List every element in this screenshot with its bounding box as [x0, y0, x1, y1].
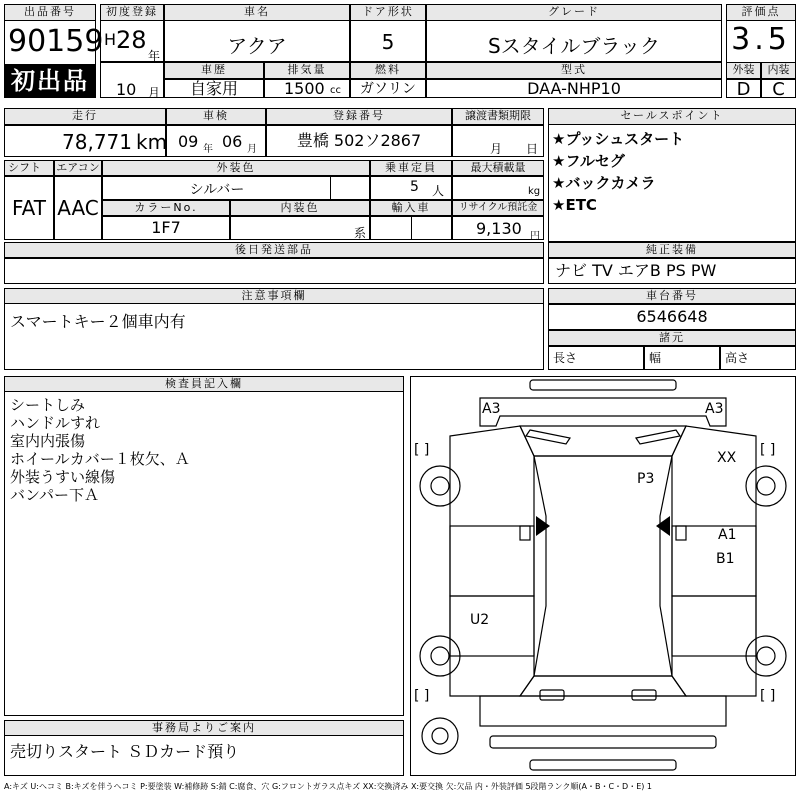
- ac: AAC: [54, 176, 102, 240]
- recycle-label: リサイクル預託金: [452, 200, 544, 216]
- first-reg-label: 初度登録: [100, 4, 164, 21]
- spare-wheel: [422, 718, 458, 754]
- insp-month-unit: 月: [247, 144, 257, 155]
- insp-year-unit: 年: [203, 144, 213, 155]
- interior-label: 内装: [761, 62, 796, 79]
- mark-b1: B1: [716, 551, 735, 567]
- year: 28: [116, 26, 147, 54]
- interior-grade: C: [761, 79, 796, 98]
- capacity: 5: [410, 179, 419, 195]
- sales-list: [552, 128, 792, 216]
- legend: A:キズ U:ヘコミ B:キズを伴うヘコミ P:要塗装 W:補修跡 S:錆 C:腐食、穴 G:フロントガラス点キズ XX:交換済み X:要交換 欠:欠品 内・外装評価 5段階ランク順(A・B・C・D・E) 1: [4, 782, 653, 791]
- lot-label: 出品番号: [4, 4, 96, 21]
- wiper-right: [636, 430, 680, 444]
- score-label: 評価点: [726, 4, 796, 21]
- mirror-right: [676, 526, 686, 540]
- bracket-right-bottom: [ ]: [760, 688, 776, 704]
- windshield: [520, 426, 686, 456]
- height-label: 高さ: [720, 346, 796, 370]
- import-divider: [411, 216, 412, 240]
- wheel-front-right: [746, 466, 786, 506]
- rear-hatch: [480, 696, 726, 726]
- width-label: 幅: [644, 346, 720, 370]
- model-label: 型式: [426, 62, 722, 79]
- era: H: [104, 30, 117, 49]
- int-color-unit: 系: [354, 226, 367, 240]
- mirror-arrow-left: [536, 516, 550, 536]
- office-label: 事務局よりご案内: [4, 720, 404, 736]
- bracket-left-bottom: [ ]: [414, 688, 430, 704]
- sales-point: ★フルセグ: [552, 152, 625, 170]
- sales-point: ★バックカメラ: [552, 174, 656, 192]
- int-color-label: 内装色: [230, 200, 370, 216]
- plate-label: 登録番号: [266, 108, 452, 125]
- fuel: ガソリン: [350, 79, 426, 98]
- wheel-rear-right-inner: [757, 647, 775, 665]
- capacity-unit: 人: [432, 184, 445, 198]
- door-left-front: [450, 526, 534, 596]
- chassis-label: 車台番号: [548, 288, 796, 304]
- mark-u2: U2: [470, 612, 490, 628]
- wheel-front-left-inner: [431, 477, 449, 495]
- shift-label: シフト: [4, 160, 54, 176]
- spare-wheel-inner: [432, 728, 448, 744]
- displacement-label: 排気量: [264, 62, 350, 79]
- inspector-line: バンパー下Ａ: [10, 486, 99, 504]
- mark-p3: P3: [637, 471, 655, 487]
- transfer-day-unit: 日: [526, 142, 539, 156]
- mark-a3-right: A3: [705, 401, 724, 417]
- rear-glass: [520, 676, 686, 696]
- model: DAA-NHP10: [426, 79, 722, 98]
- wheel-front-right-inner: [757, 477, 775, 495]
- shift: FAT: [4, 176, 54, 240]
- color-no: 1F7: [102, 216, 230, 240]
- door-left-rear: [450, 596, 534, 656]
- color-label: 外装色: [102, 160, 370, 176]
- displacement-unit: cc: [330, 85, 341, 96]
- mark-a1: A1: [718, 527, 737, 543]
- inspection-label: 車検: [166, 108, 266, 125]
- doors: 5: [381, 30, 395, 54]
- mileage-unit: km: [136, 130, 168, 154]
- roof: [534, 456, 672, 676]
- wheel-rear-left-inner: [431, 647, 449, 665]
- sales-label: セールスポイント: [548, 108, 796, 125]
- history-label: 車歴: [164, 62, 264, 79]
- door-right-front: [672, 526, 756, 596]
- door-right-rear: [672, 596, 756, 656]
- int-color-cell: [230, 216, 370, 240]
- doors-label: ドア形状: [350, 4, 426, 21]
- ac-label: エアコン: [54, 160, 102, 176]
- color-no-label: カラーNo.: [102, 200, 230, 216]
- front-bumper-bar: [530, 380, 676, 390]
- month-unit: 月: [148, 86, 161, 100]
- transfer-month-unit: 月: [490, 142, 503, 156]
- import-label: 輸入車: [370, 200, 452, 216]
- mirror-left: [520, 526, 530, 540]
- notes-label: 注意事項欄: [4, 288, 544, 304]
- transfer-label: 譲渡書類期限: [452, 108, 544, 125]
- grade-label: グレード: [426, 4, 722, 21]
- wiper-left: [526, 430, 570, 444]
- year-unit: 年: [148, 49, 161, 63]
- mileage-label: 走行: [4, 108, 166, 125]
- inspector-line: ホイールカバー１枚欠、Ａ: [10, 450, 190, 468]
- inspector-label: 検査員記入欄: [4, 376, 404, 392]
- bracket-left-top: [ ]: [414, 442, 430, 458]
- history: 自家用: [164, 79, 264, 98]
- mark-xx: XX: [717, 450, 737, 466]
- capacity-label: 乗車定員: [370, 160, 452, 176]
- mirror-arrow-right: [656, 516, 670, 536]
- sales-point: ★ETC: [552, 196, 597, 214]
- inspector-line: ハンドルすれ: [10, 414, 101, 432]
- color-divider: [330, 176, 331, 200]
- rear-bumper-bar: [540, 690, 564, 700]
- recycle: 9,130: [476, 219, 522, 238]
- inspector-lines: [10, 396, 400, 504]
- recycle-unit: 円: [530, 231, 540, 242]
- front-hood: [480, 398, 726, 426]
- score: 3.5: [731, 22, 791, 57]
- load-label: 最大積載量: [452, 160, 544, 176]
- lot-number: 90159: [8, 24, 104, 59]
- notes-text: スマートキー２個車内有: [10, 312, 186, 331]
- insp-year: 09: [178, 132, 199, 151]
- rear-bumper-bar-2: [632, 690, 656, 700]
- mark-a3-left: A3: [482, 401, 501, 417]
- plate: 豊橋 502ソ2867: [266, 125, 452, 157]
- length-label: 長さ: [548, 346, 644, 370]
- color: シルバー: [189, 182, 245, 198]
- car-name-label: 車名: [164, 4, 350, 21]
- shipping-label: 後日発送部品: [4, 242, 544, 258]
- office-text: 売切りスタート ＳＤカード預り: [10, 742, 240, 761]
- rear-bumper: [490, 736, 716, 748]
- inspector-line: 外装うすい線傷: [10, 468, 116, 486]
- chassis-number: 6546648: [548, 304, 796, 330]
- shipping-cell: [4, 258, 544, 284]
- wheel-front-left: [420, 466, 460, 506]
- insp-month: 06: [222, 132, 243, 151]
- first-listing-text: 初出品: [11, 67, 89, 95]
- car-diagram-svg: [410, 376, 796, 776]
- sales-point: ★プッシュスタート: [552, 130, 685, 148]
- fuel-label: 燃料: [350, 62, 426, 79]
- mileage: 78,771: [62, 130, 132, 154]
- displacement: 1500: [284, 79, 325, 98]
- bracket-right-top: [ ]: [760, 442, 776, 458]
- equipment: ナビ TV エアB PS PW: [548, 258, 796, 284]
- inspector-line: 室内内張傷: [10, 432, 86, 450]
- car-name: アクア: [227, 34, 287, 58]
- rear-lower: [530, 760, 676, 770]
- exterior-label: 外装: [726, 62, 761, 79]
- grade: Sスタイルブラック: [488, 34, 660, 58]
- load-unit: kg: [528, 186, 541, 197]
- inspector-line: シートしみ: [10, 396, 86, 414]
- exterior-grade: D: [726, 79, 761, 98]
- dims-label: 諸元: [548, 330, 796, 346]
- month: 10: [116, 80, 137, 99]
- equipment-label: 純正装備: [548, 242, 796, 258]
